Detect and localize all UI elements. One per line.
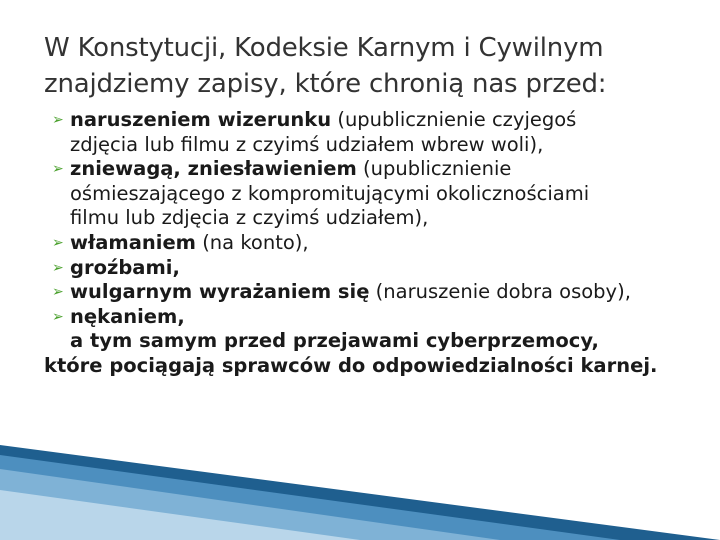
bullet-text: (upublicznienie czyjegoś — [331, 108, 577, 131]
arrow-head-bullet-icon: ➢ — [52, 234, 64, 251]
bullet-text: (upublicznienie — [356, 157, 512, 181]
arrow-head-bullet-icon: ➢ — [52, 112, 64, 128]
arrow-head-bullet-icon: ➢ — [52, 284, 64, 301]
bullet-text: (naruszenie dobra osoby), — [369, 280, 631, 304]
bullet-item — [44, 280, 684, 305]
bullet-bold: zniewagą, zniesławieniem — [70, 157, 357, 181]
slide-title — [44, 30, 694, 102]
bullet-bold: włamaniem — [70, 230, 196, 254]
title-line-2: znajdziemy zapisy, które chronią nas przed: — [44, 69, 607, 99]
bullet-list — [44, 108, 684, 379]
bullet-item — [44, 305, 684, 330]
bullet-bold: nękaniem, — [70, 304, 185, 328]
arrow-head-bullet-icon: ➢ — [52, 259, 64, 276]
arrow-head-bullet-icon: ➢ — [52, 161, 64, 178]
arrow-head-bullet-icon: ➢ — [52, 308, 64, 325]
bullet-item — [44, 157, 684, 231]
bullet-text: zdjęcia lub filmu z czyimś udziałem wbrew woli), — [70, 132, 544, 156]
bullet-bold: groźbami, — [70, 255, 180, 279]
bullet-text: filmu lub zdjęcia z czyimś udziałem), — [70, 206, 429, 230]
bullet-item — [44, 108, 684, 157]
bullet-bold: wulgarnym wyrażaniem się — [70, 280, 370, 304]
conclusion — [44, 329, 684, 378]
conclusion-line-1: a tym samym przed przejawami cyberprzemocy, — [70, 329, 599, 353]
bullet-text: (na konto), — [196, 230, 309, 254]
bullet-item — [44, 256, 684, 281]
bullet-item — [44, 231, 684, 256]
bullet-bold: naruszeniem wizerunku — [70, 108, 332, 131]
decorative-swoosh — [0, 445, 720, 540]
title-line-1: W Konstytucji, Kodeksie Karnym i Cywilnym — [44, 33, 604, 63]
bullet-text: ośmieszającego z kompromitującymi okolicznościami — [70, 181, 590, 205]
conclusion-line-2: które pociągają sprawców do odpowiedzialności karnej. — [44, 353, 658, 377]
